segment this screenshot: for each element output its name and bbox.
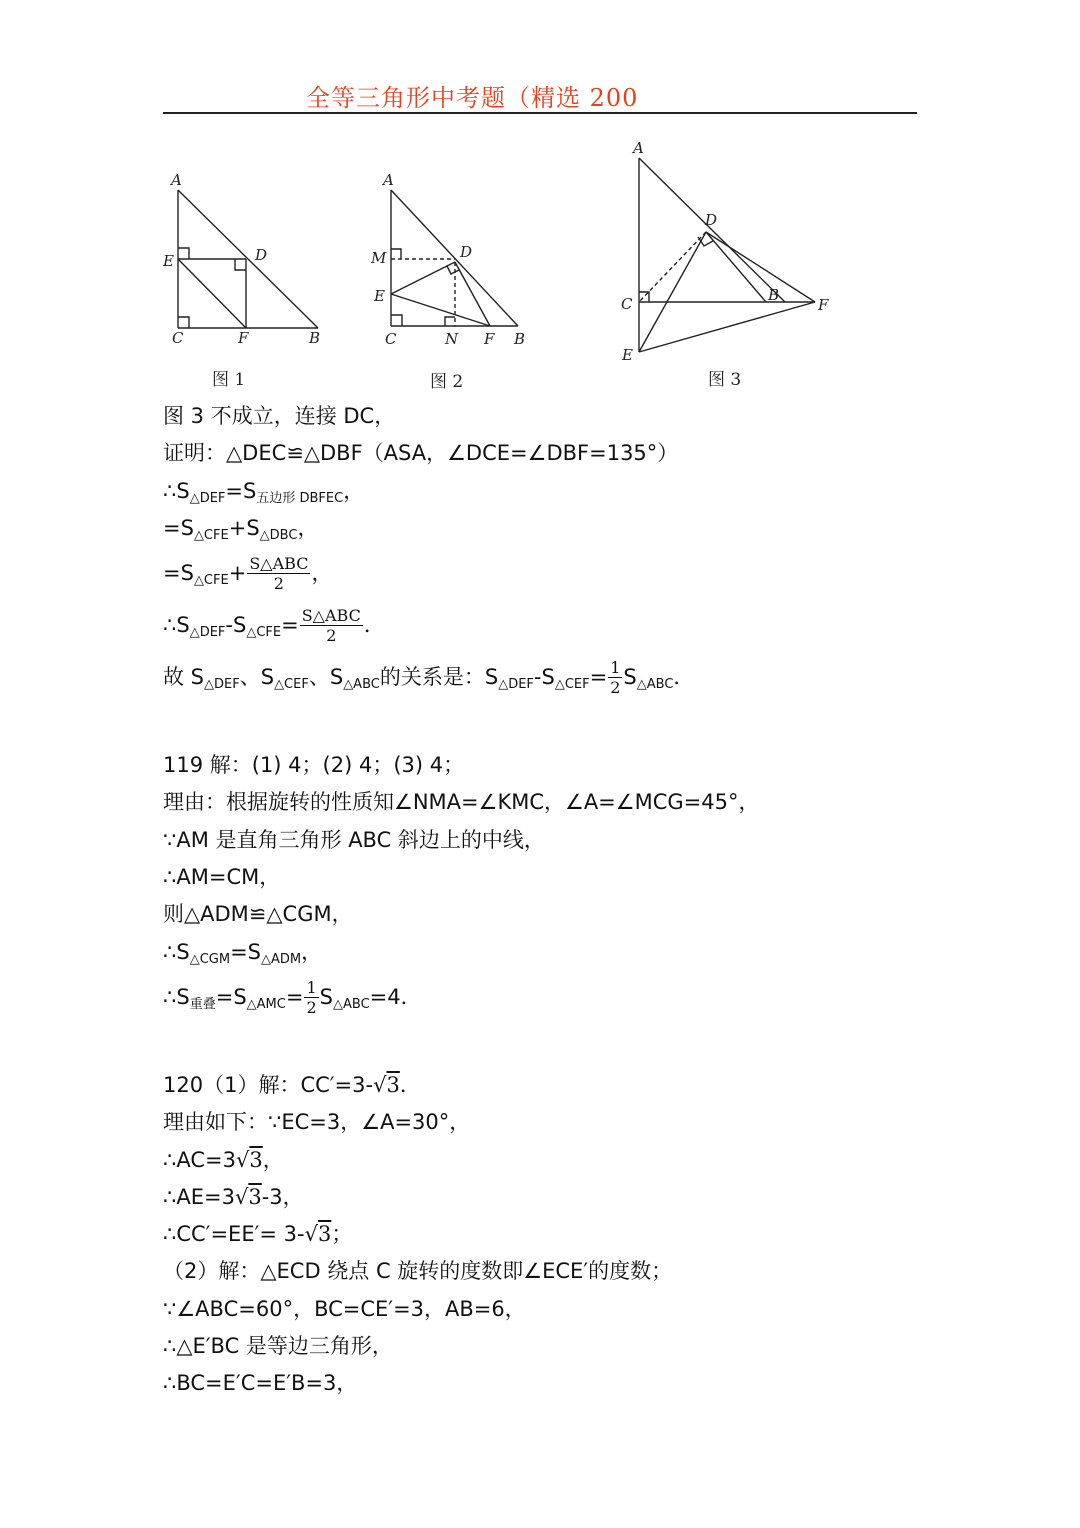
sol120-line-9: ∴BC=E′C=E′B=3， <box>163 1371 358 1396</box>
figure-1 <box>178 190 318 328</box>
fig3-label-b: B <box>768 286 780 304</box>
sqrt-symbol: √3 <box>235 1147 263 1172</box>
fig3-line-ab <box>639 158 785 302</box>
fig2-right-angle-c <box>391 315 402 326</box>
fig2-label-e: E <box>374 287 385 305</box>
fig3-line-df <box>706 232 815 302</box>
sol118-line-6: $\therefore S_{\triangle DEF}-S_{\triangle CFE}=$ $\frac{\text{S△ABC}}{2}$ ． <box>163 606 385 646</box>
fig1-label-d: D <box>255 246 268 264</box>
sqrt-symbol: √3 <box>234 1184 262 1209</box>
fig2-label-a: A <box>383 171 394 189</box>
fraction: $\frac{1}{2}$ <box>306 977 317 1017</box>
fraction: $\frac{1}{2}$ <box>610 658 621 698</box>
sol120-line-8: ∴△E′BC 是等边三角形， <box>163 1334 393 1359</box>
sol119-line-6: $\therefore S_{\triangle CGM}=S_{\triangle ADM}$， <box>163 939 323 967</box>
sol119-line-5: 则△ADM≌△CGM， <box>163 902 353 927</box>
sol119-line-4: ∴AM=CM， <box>163 865 281 890</box>
fig2-label-b: B <box>514 330 526 348</box>
sol118-line-5: $=S_{\triangle CFE}+$ $\frac{\text{S△ABC}}{2}$ ， <box>163 554 333 594</box>
fig2-label-c: C <box>385 330 397 348</box>
fig3-line-db <box>706 232 766 302</box>
fig2-label-m: M <box>371 249 387 267</box>
fig1-right-angle-e <box>178 248 189 259</box>
fraction: $\frac{\text{S△ABC}}{2}$ <box>301 606 361 646</box>
fig1-label-e: E <box>163 252 174 270</box>
sol119-line-2: 理由：根据旋转的性质知∠NMA=∠KMC，∠A=∠MCG=45°， <box>163 790 760 815</box>
solution-text <box>163 398 923 1403</box>
fig1-label-c: C <box>172 329 184 347</box>
sqrt-symbol: √3 <box>373 1072 400 1097</box>
fig3-label-a: A <box>633 139 644 157</box>
fig1-label-b: B <box>309 329 321 347</box>
fig3-label-c: C <box>621 295 633 313</box>
fig1-right-angle-c <box>178 317 189 328</box>
header-divider <box>163 112 917 114</box>
fig2-label-n: N <box>445 330 459 348</box>
fig1-label-f: F <box>238 329 249 347</box>
fig2-caption: 图 2 <box>430 372 464 392</box>
section-gap <box>163 703 923 747</box>
sol118-line-7: 故 $S_{\triangle DEF}$、$S_{\triangle CEF}$、$S_{\triangle ABC}$的关系是：$S_{\triangle DEF}-S_{\triangle CEF}=$ $\frac{1}{2}$ $S_{\triangle ABC}$． <box>163 658 695 698</box>
fig1-right-angle-d <box>235 259 246 270</box>
sqrt-symbol: √3 <box>304 1222 332 1247</box>
fig3-line-ef <box>639 302 815 352</box>
sol119-line-1: 119 解：(1) 4；(2) 4；(3) 4； <box>163 753 465 778</box>
section-gap <box>163 1023 923 1067</box>
sol120-line-1: 120（1）解：CC′=3-√3． <box>163 1072 421 1097</box>
sol120-line-7: ∵∠ABC=60°，BC=CE′=3，AB=6， <box>163 1296 526 1321</box>
fig3-caption: 图 3 <box>708 370 742 390</box>
sol120-line-4: ∴AE=3√3-3， <box>163 1184 304 1209</box>
page-header-title: 全等三角形中考题（精选 200 <box>306 84 639 112</box>
fig2-right-angle-n <box>445 317 455 326</box>
fig2-label-d: D <box>460 243 473 261</box>
sol118-line-4: $=S_{\triangle CFE}+S_{\triangle DBC}$， <box>163 515 319 543</box>
fig1-caption: 图 1 <box>212 370 246 390</box>
sol120-line-5: ∴CC′=EE′= 3-√3； <box>163 1222 353 1247</box>
fig3-label-e: E <box>622 346 633 364</box>
sol120-line-3: ∴AC=3√3， <box>163 1147 284 1172</box>
sol119-line-3: ∵AM 是直角三角形 ABC 斜边上的中线， <box>163 827 545 852</box>
fig2-right-angle-m <box>391 249 401 259</box>
sol118-line-3: $\therefore S_{\triangle DEF}=S_{五边形 DBFEC}$， <box>163 478 365 506</box>
sol120-line-6: （2）解：△ECD 绕点 C 旋转的度数即∠ECE′的度数； <box>163 1259 673 1284</box>
figure-3 <box>639 158 815 352</box>
fig1-label-a: A <box>171 171 182 189</box>
fig3-label-d: D <box>705 211 718 229</box>
fig3-label-f: F <box>818 296 829 314</box>
sol118-line-2: 证明：△DEC≌△DBF（ASA，∠DCE=∠DBF=135°） <box>163 441 679 466</box>
fraction: $\frac{\text{S△ABC}}{2}$ <box>249 554 309 594</box>
sol120-line-2: 理由如下：∵EC=3，∠A=30°， <box>163 1110 471 1135</box>
fig2-line-ed <box>391 262 455 294</box>
sol118-line-1: 图 3 不成立，连接 DC， <box>163 404 396 428</box>
sol119-line-7: $\therefore S_{重叠}=S_{\triangle AMC}=$ $\frac{1}{2}$ $S_{\triangle ABC}=4$． <box>163 977 422 1017</box>
figure-2 <box>391 190 518 326</box>
fig2-label-f: F <box>484 330 495 348</box>
geometry-figures <box>0 120 1080 400</box>
